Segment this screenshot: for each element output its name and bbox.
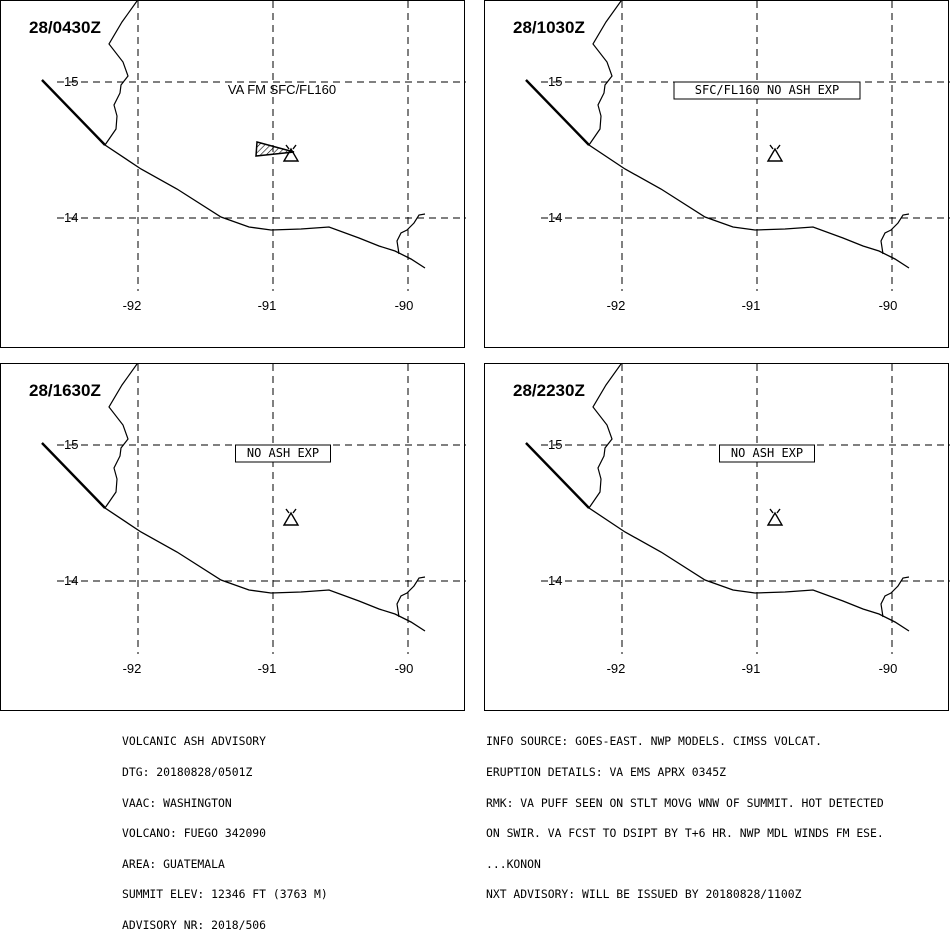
longitude-label: -92: [606, 661, 626, 676]
advisory-line: ...KONON: [486, 856, 541, 871]
border-elsalvador: [397, 577, 425, 617]
coastline: [526, 443, 909, 631]
map-canvas: [485, 1, 950, 349]
latitude-label: 15: [548, 437, 563, 452]
longitude-label: -92: [122, 298, 142, 313]
ash-label: VA FM SFC/FL160: [227, 82, 337, 97]
longitude-label: -91: [741, 661, 761, 676]
forecast-panel-1030z: [484, 0, 949, 348]
volcano-triangle: [284, 513, 298, 525]
border-mexico: [589, 364, 621, 508]
graticule: [57, 364, 466, 654]
panel-time: 28/1030Z: [513, 18, 585, 37]
ash-label: SFC/FL160 NO ASH EXP: [694, 83, 840, 97]
forecast-panel-0430z: [0, 0, 465, 348]
latitude-label: 14: [64, 573, 79, 588]
border-elsalvador: [397, 214, 425, 254]
coastline: [42, 80, 425, 268]
longitude-label: -90: [394, 661, 414, 676]
longitude-label: -90: [878, 661, 898, 676]
border-mexico: [105, 364, 137, 508]
advisory-line: VOLCANIC ASH ADVISORY: [122, 734, 267, 749]
volcano-triangle-icon: [768, 145, 782, 161]
border-mexico: [589, 1, 621, 145]
coastline: [42, 443, 425, 631]
volcano-triangle-icon: [284, 509, 298, 525]
forecast-panel-2230z: [484, 363, 949, 711]
panel-time: 28/2230Z: [513, 381, 585, 400]
volcano-triangle-icon: [768, 509, 782, 525]
panel-time: 28/0430Z: [29, 18, 101, 37]
advisory-line: RMK: VA PUFF SEEN ON STLT MOVG WNW OF SUMMIT. HOT DETECTED: [486, 795, 884, 810]
longitude-label: -91: [257, 298, 277, 313]
latitude-label: 14: [548, 573, 563, 588]
coastline-thick: [526, 80, 589, 145]
border-elsalvador: [881, 577, 909, 617]
longitude-label: -91: [257, 661, 277, 676]
coastline: [526, 80, 909, 268]
border-elsalvador: [881, 214, 909, 254]
advisory-line: VAAC: WASHINGTON: [122, 795, 232, 810]
volcano-triangle: [768, 513, 782, 525]
coastline-thick: [526, 443, 589, 508]
ash-label: NO ASH EXP: [730, 446, 804, 460]
latitude-label: 14: [548, 210, 563, 225]
ash-label: NO ASH EXP: [246, 446, 320, 460]
advisory-line: ON SWIR. VA FCST TO DSIPT BY T+6 HR. NWP MDL WINDS FM ESE.: [486, 826, 884, 841]
latitude-label: 15: [64, 74, 79, 89]
volcano-triangle: [768, 149, 782, 161]
forecast-panel-1630z: [0, 363, 465, 711]
longitude-label: -91: [741, 298, 761, 313]
longitude-label: -92: [122, 661, 142, 676]
latitude-label: 15: [548, 74, 563, 89]
map-canvas: [485, 364, 950, 712]
graticule: [541, 364, 950, 654]
map-canvas: [1, 364, 466, 712]
coastline-thick: [42, 80, 105, 145]
advisory-line: DTG: 20180828/0501Z: [122, 765, 253, 779]
advisory-line: INFO SOURCE: GOES-EAST. NWP MODELS. CIMSS VOLCAT.: [486, 734, 823, 749]
advisory-line: NXT ADVISORY: WILL BE ISSUED BY 20180828/1100Z: [486, 887, 802, 902]
advisory-line: SUMMIT ELEV: 12346 FT (3763 M): [122, 887, 328, 902]
advisory-remarks-block: [486, 716, 884, 910]
latitude-label: 15: [64, 437, 79, 452]
map-canvas: [1, 1, 466, 349]
advisory-line: ERUPTION DETAILS: VA EMS APRX 0345Z: [486, 765, 727, 779]
longitude-label: -90: [878, 298, 898, 313]
advisory-header-block: [122, 716, 328, 940]
longitude-label: -90: [394, 298, 414, 313]
graticule: [541, 1, 950, 291]
advisory-line: AREA: GUATEMALA: [122, 856, 225, 871]
latitude-label: 14: [64, 210, 79, 225]
coastline-thick: [42, 443, 105, 508]
advisory-line: VOLCANO: FUEGO 342090: [122, 826, 267, 841]
border-mexico: [105, 1, 137, 145]
panel-time: 28/1630Z: [29, 381, 101, 400]
advisory-line: ADVISORY NR: 2018/506: [122, 917, 267, 932]
longitude-label: -92: [606, 298, 626, 313]
